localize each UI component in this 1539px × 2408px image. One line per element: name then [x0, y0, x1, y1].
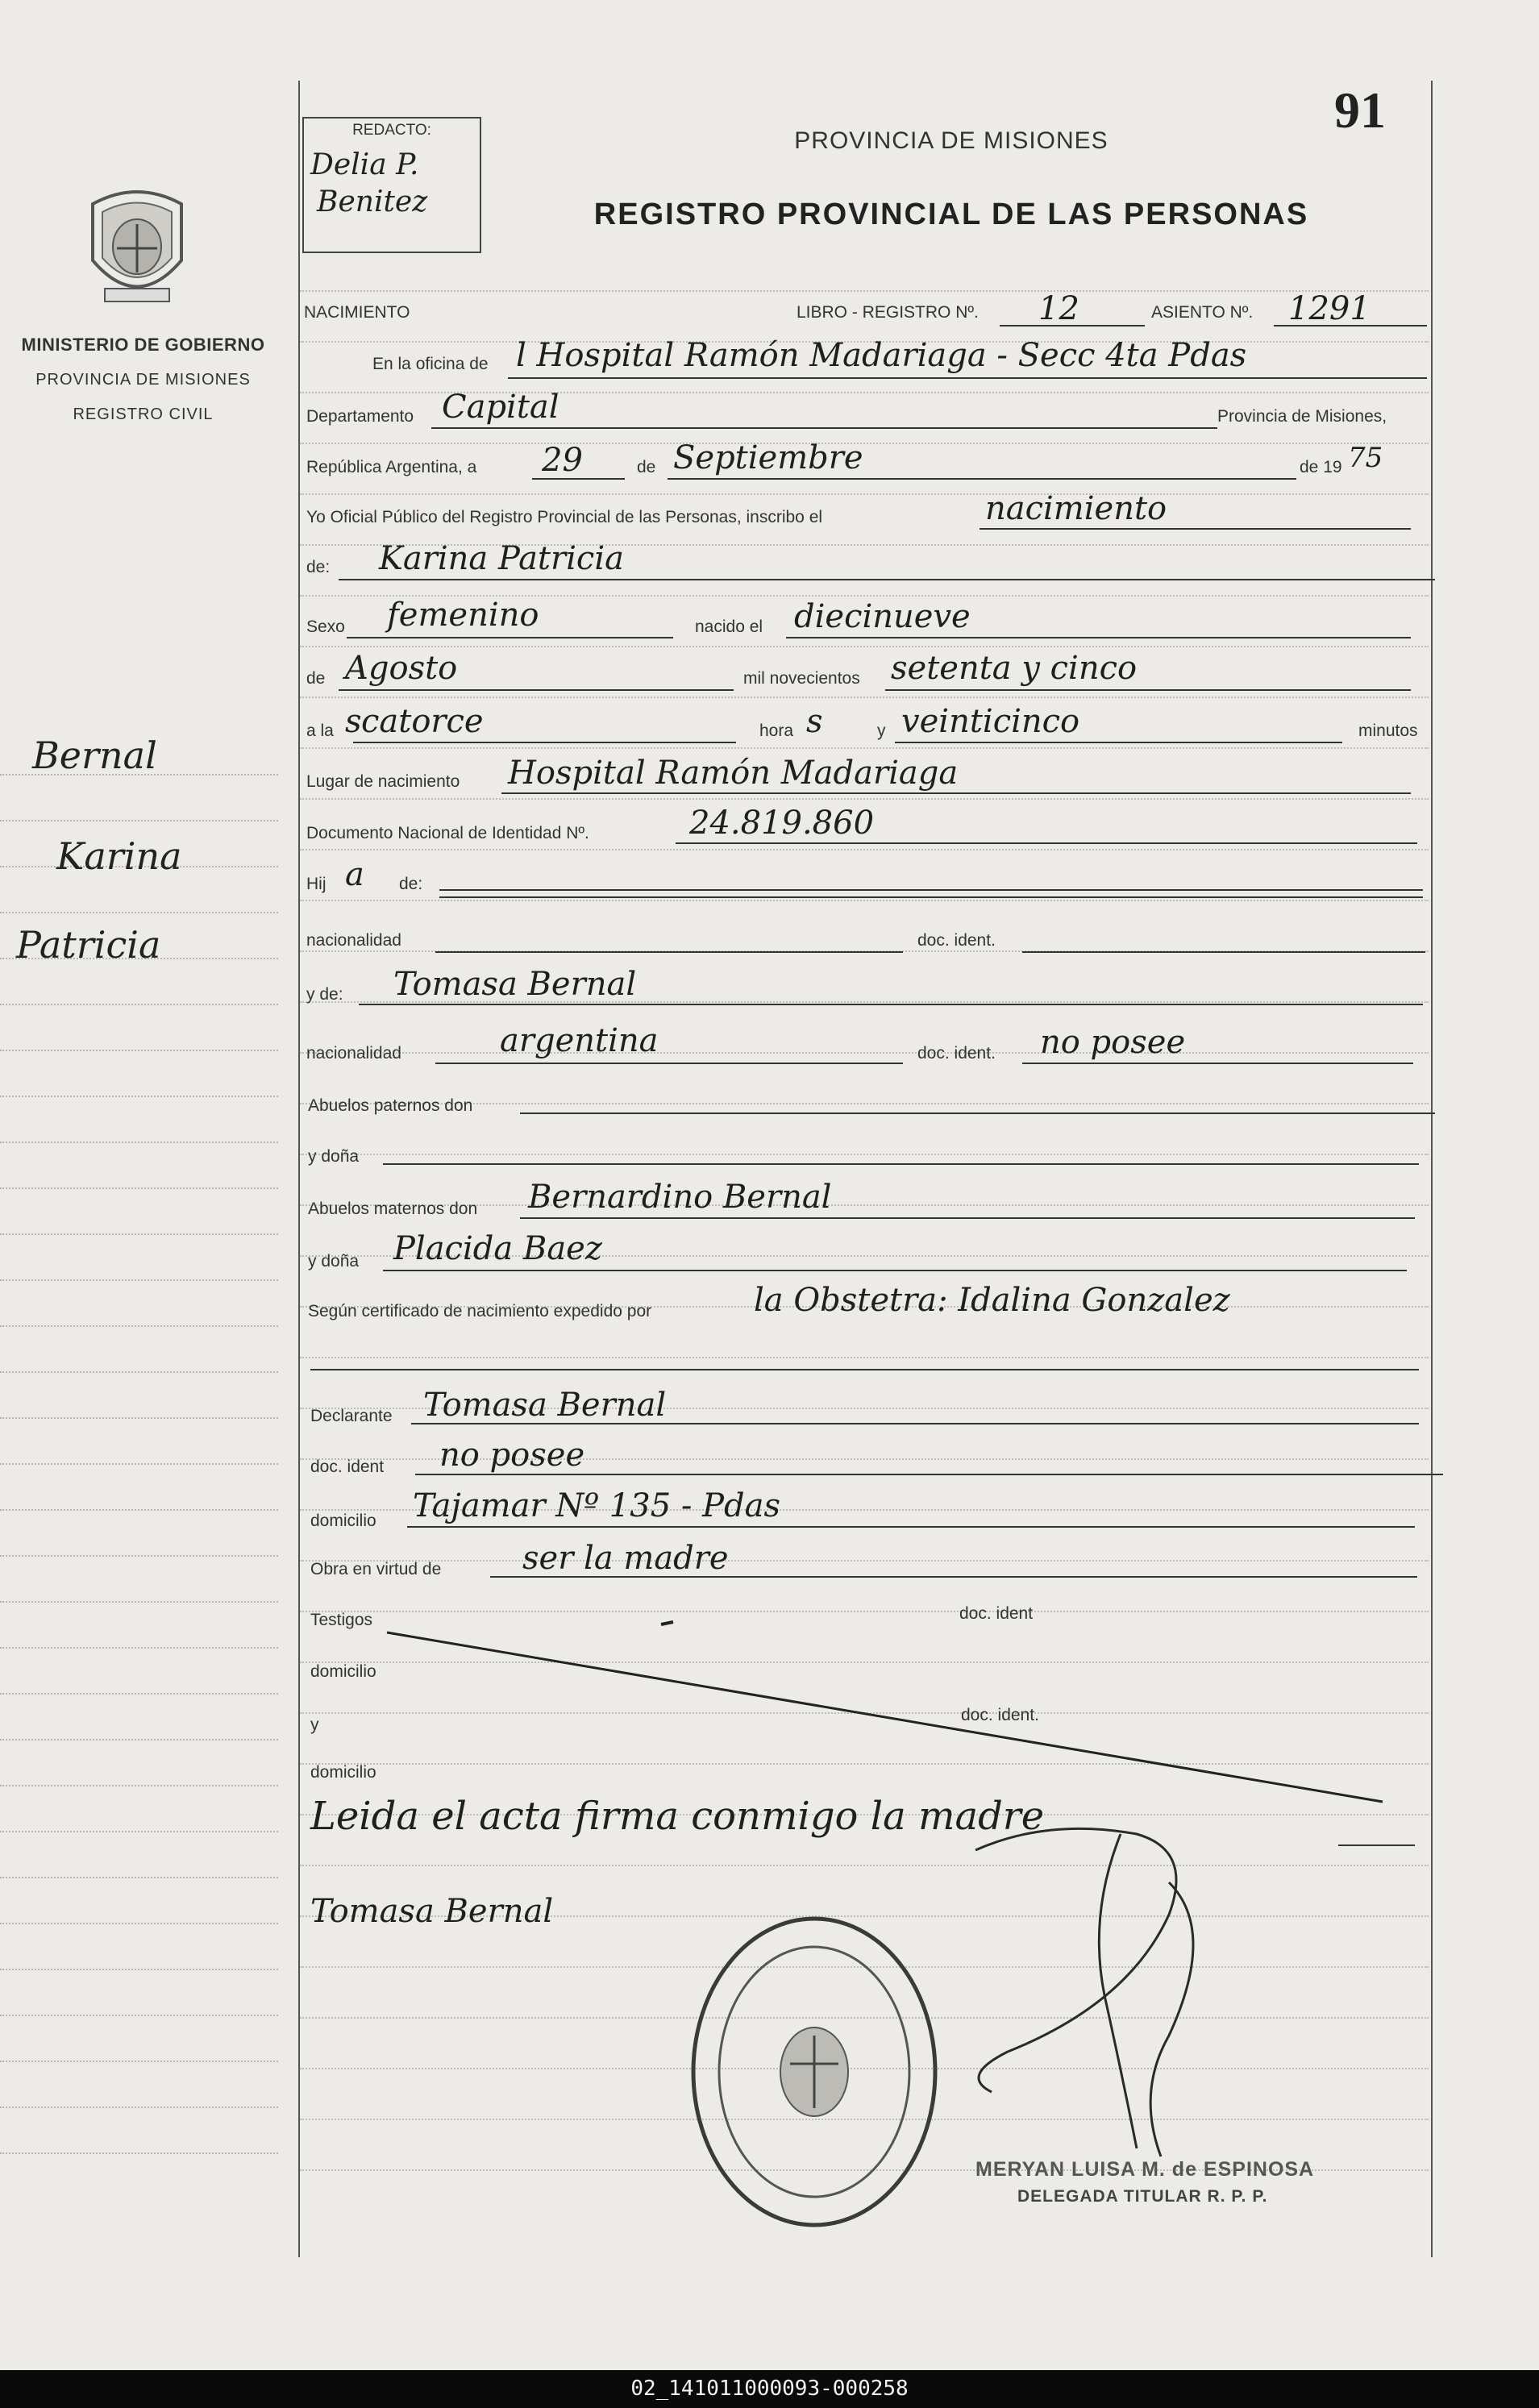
- minutos-underline: [895, 742, 1342, 743]
- dni-value: 24.819.860: [689, 805, 875, 842]
- redacto-label: REDACTO:: [352, 122, 431, 139]
- obra-value: ser la madre: [522, 1540, 729, 1577]
- de-anio-label: de 19: [1300, 458, 1342, 476]
- left-ruled-line: [0, 1004, 278, 1005]
- abuelos-maternos-label: Abuelos maternos don: [308, 1200, 478, 1218]
- minutos-value: veinticinco: [901, 703, 1080, 740]
- registro-civil-label: REGISTRO CIVIL: [73, 405, 214, 423]
- departamento-value: Capital: [442, 389, 559, 426]
- coat-of-arms-icon: [77, 184, 198, 313]
- margin-note-middlename: Patricia: [16, 923, 161, 967]
- testigo-1-doc-label: doc. ident: [959, 1604, 1034, 1623]
- lugar-value: Hospital Ramón Madariaga: [508, 755, 959, 792]
- oficina-value: l Hospital Ramón Madariaga - Secc 4ta Pdas: [516, 337, 1247, 374]
- main-ruled-line: [300, 443, 1429, 444]
- alas-label: a la: [306, 722, 334, 740]
- horas-value: catorce: [361, 703, 484, 740]
- mes-value: Septiembre: [673, 439, 863, 476]
- testigos-strike-line: [379, 1620, 1427, 1814]
- mil-label: mil novecientos: [743, 669, 860, 688]
- nombre-value: Karina Patricia: [379, 540, 624, 577]
- declarante-doc-value: no posee: [439, 1437, 585, 1474]
- left-ruled-line: [0, 1739, 278, 1740]
- nacido-underline: [786, 637, 1411, 638]
- nacionalidad-madre-label: nacionalidad: [306, 1044, 401, 1063]
- main-ruled-line: [300, 1052, 1429, 1054]
- main-ruled-line: [300, 1611, 1429, 1612]
- padre-underline-2: [439, 896, 1423, 898]
- nacido-value: diecinueve: [794, 598, 971, 635]
- anio-nac-underline: [885, 689, 1411, 691]
- left-ruled-line: [0, 1877, 278, 1878]
- padre-underline: [439, 889, 1423, 891]
- segun-value: la Obstetra: Idalina Gonzalez: [754, 1282, 1230, 1319]
- oficial-label: Yo Oficial Público del Registro Provincial de las Personas, inscribo el: [306, 508, 823, 526]
- main-ruled-line: [300, 493, 1429, 495]
- left-ruled-line: [0, 1831, 278, 1832]
- y-label-minutos: y: [877, 722, 886, 740]
- declarante-domicilio-value: Tajamar Nº 135 - Pdas: [413, 1487, 780, 1524]
- left-ruled-line: [0, 1601, 278, 1603]
- doc-ident-madre-value: no posee: [1040, 1024, 1186, 1061]
- provincia-header: PROVINCIA DE MISIONES: [794, 127, 1108, 154]
- segun-label: Según certificado de nacimiento expedido por: [308, 1302, 652, 1320]
- dia-underline: [532, 478, 625, 480]
- de-label-nombre: de:: [306, 558, 331, 576]
- de-label-mes: de: [306, 669, 326, 688]
- ministerio-label: MINISTERIO DE GOBIERNO: [21, 335, 265, 355]
- main-ruled-line: [300, 1357, 1429, 1358]
- left-ruled-line: [0, 1647, 278, 1649]
- official-name: MERYAN LUISA M. de ESPINOSA: [975, 2158, 1315, 2181]
- margin-note-firstname: Karina: [56, 834, 182, 878]
- left-ruled-line: [0, 1279, 278, 1281]
- nombre-underline: [339, 579, 1435, 580]
- redacto-box: [302, 117, 481, 253]
- nacionalidad-padre-underline: [435, 951, 903, 953]
- asiento-underline: [1274, 325, 1427, 326]
- main-ruled-line: [300, 747, 1429, 749]
- nacionalidad-madre-underline: [435, 1063, 903, 1064]
- anio-value: 75: [1348, 442, 1383, 474]
- testigo-1-domicilio-label: domicilio: [310, 1662, 376, 1681]
- provincia-misiones-label: Provincia de Misiones,: [1217, 407, 1387, 426]
- horas-underline: [353, 742, 736, 743]
- left-ruled-line: [0, 2152, 278, 2154]
- frame-right-border: [1431, 81, 1433, 2257]
- libro-label: LIBRO - REGISTRO Nº.: [797, 303, 979, 322]
- testigos-label: Testigos: [310, 1611, 373, 1629]
- libro-underline: [1000, 325, 1145, 326]
- y-de-label: y de:: [306, 985, 343, 1004]
- abuelos-paternos-label: Abuelos paternos don: [308, 1096, 473, 1115]
- abuela-paterna-underline: [383, 1163, 1419, 1165]
- departamento-underline: [431, 427, 1217, 429]
- left-ruled-line: [0, 820, 278, 821]
- left-ruled-line: [0, 1096, 278, 1097]
- declarante-value: Tomasa Bernal: [423, 1387, 667, 1424]
- nacionalidad-padre-label: nacionalidad: [306, 931, 401, 950]
- mes-nac-underline: [339, 689, 734, 691]
- official-role: DELEGADA TITULAR R. P. P.: [1017, 2187, 1268, 2206]
- redacto-handwriting: [310, 147, 427, 221]
- left-ruled-line: [0, 2015, 278, 2016]
- minutos-label: minutos: [1358, 722, 1418, 740]
- dia-value: 29: [542, 442, 583, 479]
- republica-label: República Argentina, a: [306, 458, 477, 476]
- main-ruled-line: [300, 849, 1429, 850]
- main-ruled-line: [300, 290, 1429, 292]
- obra-label: Obra en virtud de: [310, 1560, 442, 1578]
- nacido-label: nacido el: [695, 618, 763, 636]
- document-title: REGISTRO PROVINCIAL DE LAS PERSONAS: [593, 198, 1309, 231]
- sexo-value: femenino: [387, 597, 539, 634]
- oficina-underline: [508, 377, 1427, 379]
- left-ruled-line: [0, 1187, 278, 1189]
- nacimiento-label: NACIMIENTO: [304, 303, 410, 322]
- acto-underline: [980, 528, 1411, 530]
- left-ruled-line: [0, 1509, 278, 1511]
- dni-label: Documento Nacional de Identidad Nº.: [306, 824, 589, 842]
- left-ruled-line: [0, 1693, 278, 1695]
- left-ruled-line: [0, 2061, 278, 2062]
- mes-underline: [668, 478, 1296, 480]
- abuelo-materno-value: Bernardino Bernal: [528, 1179, 832, 1216]
- abuela-materna-value: Placida Baez: [393, 1230, 602, 1267]
- redacto-line-2: Benitez: [317, 185, 428, 218]
- left-ruled-line: [0, 2106, 278, 2108]
- left-ruled-line: [0, 1969, 278, 1970]
- de-label-padre: de:: [399, 875, 423, 893]
- declarante-doc-label: doc. ident: [310, 1458, 385, 1476]
- departamento-label: Departamento: [306, 407, 414, 426]
- page-number: 91: [1334, 81, 1386, 139]
- left-margin: [0, 0, 286, 2370]
- testigo-2-domicilio-label: domicilio: [310, 1763, 376, 1782]
- madre-firma: Tomasa Bernal: [310, 1893, 554, 1930]
- leida-end-dash: [1338, 1844, 1415, 1846]
- lugar-underline: [501, 792, 1411, 794]
- left-ruled-line: [0, 1233, 278, 1235]
- doc-ident-madre-label: doc. ident.: [917, 1044, 996, 1063]
- alas-handwritten-s: s: [345, 703, 362, 740]
- anio-nac-value: setenta y cinco: [891, 650, 1138, 687]
- official-signature: [927, 1786, 1346, 2173]
- nacionalidad-madre-value: argentina: [500, 1022, 659, 1059]
- declarante-doc-underline: [415, 1474, 1443, 1475]
- left-ruled-line: [0, 1785, 278, 1786]
- main-ruled-line: [300, 1154, 1429, 1155]
- left-ruled-line: [0, 1417, 278, 1419]
- doc-ident-padre-underline: [1022, 951, 1425, 953]
- libro-value: 12: [1038, 290, 1079, 327]
- declarante-label: Declarante: [310, 1407, 393, 1425]
- doc-ident-madre-underline: [1022, 1063, 1413, 1064]
- main-ruled-line: [300, 1560, 1429, 1562]
- obra-underline: [490, 1576, 1417, 1578]
- hij-label: Hij: [306, 875, 327, 893]
- oficina-label: En la oficina de: [372, 355, 489, 373]
- left-ruled-line: [0, 1463, 278, 1465]
- segun-underline: [310, 1369, 1419, 1370]
- left-ruled-line: [0, 912, 278, 913]
- madre-underline: [359, 1004, 1423, 1005]
- sexo-underline: [347, 637, 673, 638]
- footer-code: 02_141011000093-000258: [0, 2370, 1539, 2408]
- lugar-label: Lugar de nacimiento: [306, 772, 460, 791]
- left-ruled-line: [0, 1371, 278, 1373]
- official-stamp-icon: [681, 1899, 947, 2245]
- left-ruled-line: [0, 1555, 278, 1557]
- doc-ident-padre-label: doc. ident.: [917, 931, 996, 950]
- leida-el-acta-text: Leida el acta firma conmigo la madre: [310, 1794, 1045, 1839]
- horas-handwritten-s: s: [806, 703, 823, 740]
- margin-note-surname: Bernal: [32, 734, 157, 777]
- abuela-paterna-label: y doña: [308, 1147, 360, 1166]
- testigo-2-y-label: y: [310, 1716, 319, 1734]
- declarante-domicilio-underline: [407, 1526, 1415, 1528]
- main-ruled-line: [300, 900, 1429, 901]
- main-ruled-line: [300, 798, 1429, 800]
- declarante-domicilio-label: domicilio: [310, 1512, 376, 1530]
- left-ruled-line: [0, 1923, 278, 1924]
- sexo-label: Sexo: [306, 618, 345, 636]
- de-label-fecha: de: [637, 458, 656, 476]
- dni-underline: [676, 842, 1417, 844]
- left-ruled-line: [0, 1325, 278, 1327]
- left-ruled-line: [0, 1050, 278, 1051]
- redacto-line-1: Delia P.: [310, 148, 419, 181]
- abuela-materna-label: y doña: [308, 1252, 360, 1271]
- testigo-2-doc-label: doc. ident.: [961, 1706, 1039, 1724]
- abuelos-paternos-underline: [520, 1113, 1435, 1114]
- acto-value: nacimiento: [985, 490, 1167, 527]
- declarante-underline: [411, 1423, 1419, 1424]
- hij-value: a: [345, 856, 364, 893]
- mes-nac-value: Agosto: [345, 650, 458, 687]
- main-ruled-line: [300, 697, 1429, 698]
- left-ruled-line: [0, 1142, 278, 1143]
- provincia-label: PROVINCIA DE MISIONES: [35, 371, 251, 389]
- asiento-label: ASIENTO Nº.: [1151, 303, 1254, 322]
- horas-label: hora: [759, 722, 794, 740]
- asiento-value: 1291: [1288, 290, 1371, 327]
- main-ruled-line: [300, 646, 1429, 647]
- abuela-materna-underline: [383, 1270, 1407, 1271]
- madre-value: Tomasa Bernal: [393, 966, 637, 1003]
- abuelos-maternos-underline: [520, 1217, 1415, 1219]
